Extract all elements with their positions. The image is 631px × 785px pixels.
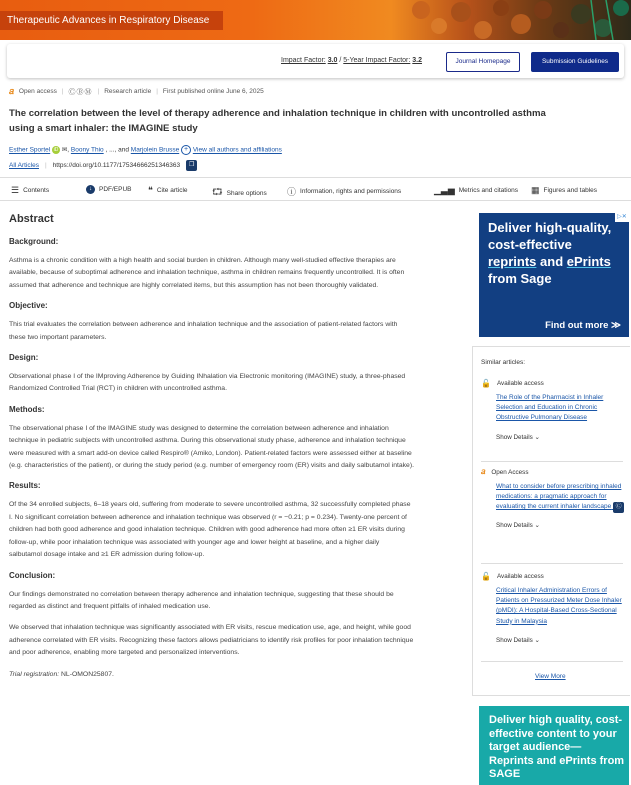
journal-homepage-button[interactable]: Journal Homepage xyxy=(446,52,520,72)
abstract-heading: Abstract xyxy=(9,213,54,225)
mail-icon[interactable]: ✉ xyxy=(61,146,68,154)
objective-heading: Objective: xyxy=(9,301,48,311)
show-details-toggle[interactable] xyxy=(496,637,629,644)
author-link[interactable]: Marjolein Brusse xyxy=(130,146,180,154)
similar-article xyxy=(481,467,629,529)
more-authors: , ... xyxy=(105,146,115,154)
design-text: Observational phase I of the IMproving Adherence by Guiding INhalation via Electronic monitoring (IMAGINE) study, a three-phased Randomized Controlled Trial (RCT) in children with uncontrolled asthma. xyxy=(9,373,406,393)
methods-text: The observational phase I of the IMAGINE study was designed to determine the correlation between adherence and inhalation technique in pediatric subjects with uncontrolled asthma. During this observational study phase, adherence and inhalation technique were measured with a smart add-on device called Respiro® (Amiko, London). Patient-related factors were assessed either at baseline (e.g. characteristics of the patient), or during the study period (e.g. number of emergency room (ER) visits and daily salbutamol intake). xyxy=(9,424,414,470)
ad-line-4: from Sage xyxy=(488,271,552,286)
ad-line-1: Deliver high-quality, xyxy=(488,220,612,235)
list-icon: ☰ xyxy=(11,185,20,195)
divider: | xyxy=(61,88,64,95)
info-icon: ⓘ xyxy=(287,187,297,197)
similar-article xyxy=(481,379,629,441)
similar-article xyxy=(481,572,629,644)
conclusion-heading: Conclusion: xyxy=(9,570,56,580)
cite-label: Cite article xyxy=(156,187,188,194)
results-text: Of the 34 enrolled subjects, 6–18 years old, suffering from moderate to severe uncontrolled asthma, 32 successfully completed phase I. No significant correlation between adherence and inhalation technique was observed (r = −0.21; p = 0.234). Twenty-one percent of children had both good adherence and good inhalation technique. Children with good adherence had more often ≥1 ER visits during follow-up, while poor inhalation technique was associated with younger age and lower height at baseline, and a higher daily salbutamol dosage intake and ≥1 ER admission during follow-up. xyxy=(9,501,411,559)
divider xyxy=(481,461,623,462)
background-heading: Background: xyxy=(9,237,59,246)
impact-label: Impact Factor: xyxy=(281,57,326,64)
author-list xyxy=(9,145,282,155)
impact-factor[interactable] xyxy=(281,57,422,64)
doi-line xyxy=(9,160,197,171)
design-heading: Design: xyxy=(9,353,39,363)
article-toolbar xyxy=(0,177,631,201)
ad-choices-icon[interactable]: ▷✕ xyxy=(615,213,629,222)
figures-button[interactable] xyxy=(531,185,597,196)
impact-value: 3.0 xyxy=(327,57,338,64)
reprints-ad[interactable] xyxy=(479,213,629,337)
trial-registration-value: NL-OMON25807. xyxy=(61,670,114,678)
orcid-icon[interactable]: iD xyxy=(53,147,59,153)
pdf-button[interactable] xyxy=(86,185,132,194)
access-label: Available access xyxy=(496,380,544,387)
abstract-section xyxy=(9,213,414,690)
journal-banner xyxy=(0,0,631,40)
share-button[interactable] xyxy=(212,185,267,201)
access-badge xyxy=(481,379,629,388)
view-more-link[interactable]: View More xyxy=(535,673,566,680)
similar-articles-heading: Similar articles: xyxy=(481,359,526,366)
chevron-down-icon: ⌄ xyxy=(534,636,540,644)
all-articles-link[interactable]: All Articles xyxy=(9,162,39,169)
divider: | xyxy=(97,88,100,95)
sage-reprints-ad[interactable] xyxy=(479,706,629,785)
access-label: Open access xyxy=(18,88,57,95)
divider xyxy=(481,563,623,564)
unlock-icon: 🔓 xyxy=(481,572,491,581)
cite-button[interactable] xyxy=(148,185,188,196)
methods-heading: Methods: xyxy=(9,404,45,414)
quote-icon: ❝ xyxy=(148,185,153,195)
access-badge xyxy=(481,572,629,581)
chevron-down-icon: ⌄ xyxy=(534,522,540,530)
bar-chart-icon: ▁▃▅ xyxy=(434,185,455,195)
show-details-label: Show Details xyxy=(496,522,533,530)
author-separator: , xyxy=(67,146,70,154)
access-label: Open Access xyxy=(491,468,529,476)
access-label: Available access xyxy=(496,573,544,580)
journal-header-card xyxy=(7,44,624,78)
objective-text: This trial evaluates the correlation between adherence and inhalation technique and the association of patient-related factors with these two important parameters. xyxy=(9,321,398,341)
ad-text: Deliver high quality, cost-effective content to your target audience—Reprints and ePrints from SAGE xyxy=(489,714,625,780)
copy-icon[interactable]: ❐ xyxy=(186,160,197,171)
share-icon: ⮔ xyxy=(212,187,223,197)
submission-guidelines-button[interactable]: Submission Guidelines xyxy=(531,52,619,72)
open-access-icon: 𝑎 xyxy=(9,86,14,96)
pdf-label: PDF/EPUB xyxy=(99,186,132,193)
share-label: Share options xyxy=(226,189,267,197)
banner-decoration xyxy=(391,0,631,40)
background-text: Asthma is a chronic condition with a high health and social burden in children. Although many well-studied effective therapies are available, because of suboptimal adherence and inhalation technique, asthma in children remains frequently uncontrolled. It is often assumed that adherence and technique are highly correlated items, but this assumption has not been thoroughly validated. xyxy=(9,257,405,289)
author-and: , and xyxy=(114,146,129,154)
show-details-toggle[interactable] xyxy=(496,522,629,529)
conclusion-text: Our findings demonstrated no correlation between therapy adherence and inhalation technique, suggesting that these should be regarded as distinct and frequent pitfalls of inhaled medication use. xyxy=(9,590,394,610)
five-year-label: 5-Year Impact Factor: xyxy=(343,57,411,64)
similar-article-link[interactable]: The Role of the Pharmacist in Inhaler Selection and Education in Chronic Obstructive Pulmonary Disease xyxy=(496,394,604,422)
similar-article-link[interactable] xyxy=(496,482,629,513)
view-all-authors-link[interactable]: View all authors and affiliations xyxy=(192,146,282,154)
article-type: Research article xyxy=(104,88,152,95)
show-details-label: Show Details xyxy=(496,433,533,441)
divider: | xyxy=(44,162,47,169)
metrics-label: Metrics and citations xyxy=(458,187,519,194)
article-meta xyxy=(9,86,264,97)
ad-line-2: cost-effective xyxy=(488,237,572,252)
five-year-value: 3.2 xyxy=(412,57,423,64)
open-access-icon: 𝑎 xyxy=(481,467,486,476)
similar-articles-panel xyxy=(472,346,630,696)
similar-article-link[interactable]: Critical Inhaler Administration Errors of Patients on Pressurized Meter Dose Inhaler (pMDI): A Hospital-Based Cross-Sectional Study in Malaysia xyxy=(496,587,622,625)
ad-eprints: ePrints xyxy=(566,254,611,269)
figures-label: Figures and tables xyxy=(543,187,597,194)
info-label: Information, rights and permissions xyxy=(300,188,402,195)
show-details-toggle[interactable] xyxy=(496,434,629,441)
conclusion-text-2: We observed that inhalation technique was significantly associated with ER visits, rescue medication use, age, and height, while good adherence correlated with ER visits. Recognizing these factors allows pediatricians to identify risk profiles for poor inhalation technique and poor adherence, enabling more targeted and personalized interventions. xyxy=(9,624,414,657)
trial-registration-label: Trial registration: xyxy=(9,670,60,678)
contents-button[interactable] xyxy=(11,185,49,196)
open-access-icon: Ⓒ xyxy=(613,502,624,513)
show-details-label: Show Details xyxy=(496,636,533,644)
results-heading: Results: xyxy=(9,481,41,491)
find-out-more-link[interactable]: Find out more ≫ xyxy=(545,320,621,331)
divider: | xyxy=(156,88,158,95)
author-link[interactable]: Boony Thio xyxy=(70,146,104,154)
metrics-button[interactable] xyxy=(434,185,518,196)
ad-text xyxy=(488,219,626,287)
article-title: The correlation between the level of therapy adherence and inhalation technique in children with uncontrolled asthma using a smart inhaler: the IMAGINE study xyxy=(9,108,546,134)
similar-article-title: What to consider before prescribing inhaled medications: a pragmatic approach for evaluating the current inhaler landscape xyxy=(496,483,622,511)
doi-text[interactable]: https://doi.org/10.1177/17534666251346363 xyxy=(52,162,181,169)
creative-commons-icon[interactable]: ⒸⒷⓂ xyxy=(68,88,93,96)
impact-separator: / xyxy=(339,57,342,64)
access-badge xyxy=(481,467,629,477)
journal-name[interactable]: Therapeutic Advances in Respiratory Disease xyxy=(0,11,223,30)
publish-date: First published online June 6, 2025 xyxy=(162,88,264,95)
table-icon: ▦ xyxy=(531,185,540,195)
plus-icon[interactable]: + xyxy=(181,145,191,155)
author-link[interactable]: Esther Sportel xyxy=(9,146,51,154)
divider xyxy=(481,661,623,662)
info-button[interactable] xyxy=(287,185,401,198)
download-icon: ↓ xyxy=(86,185,95,194)
trial-registration xyxy=(9,669,414,681)
ad-and: and xyxy=(540,254,564,269)
contents-label: Contents xyxy=(23,187,50,194)
unlock-icon: 🔓 xyxy=(481,379,491,388)
chevron-down-icon: ⌄ xyxy=(534,433,540,441)
ad-reprints: reprints xyxy=(488,254,537,269)
